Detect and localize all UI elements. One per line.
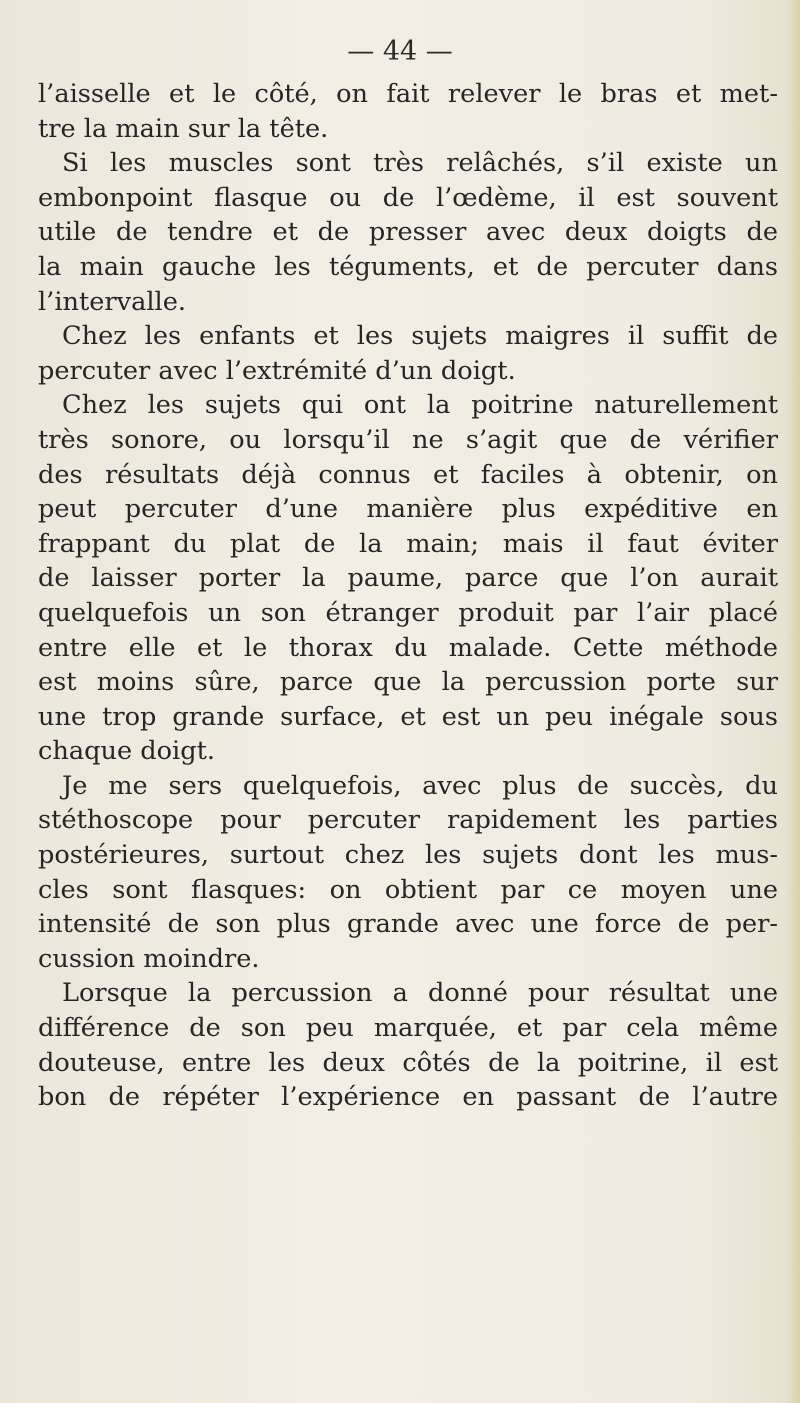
- text-line: Je me sers quelquefois, avec plus de succès, du: [62, 770, 778, 801]
- text-line: l’aisselle et le côté, on fait relever le bras et met-: [38, 79, 778, 109]
- text-line: quelquefois un son étranger produit par l’air placé: [38, 597, 778, 628]
- text-line: douteuse, entre les deux côtés de la poitrine, il est: [38, 1047, 778, 1078]
- text-line: est moins sûre, parce que la percussion porte sur: [38, 667, 778, 698]
- text-line: une trop grande surface, et est un peu inégale sous: [38, 701, 778, 732]
- text-line: cussion moindre.: [38, 943, 260, 974]
- text-line: la main gauche les téguments, et de percuter dans: [38, 251, 778, 282]
- text-line: percuter avec l’extrémité d’un doigt.: [38, 355, 516, 386]
- text-line: chaque doigt.: [38, 736, 216, 767]
- text-line: de laisser porter la paume, parce que l’on aurait: [38, 563, 778, 594]
- text-line: Chez les enfants et les sujets maigres il suffit de: [62, 321, 778, 352]
- text-line: Lorsque la percussion a donné pour résultat une: [62, 978, 778, 1009]
- text-line: bon de répéter l’expérience en passant de l’autre: [38, 1082, 778, 1113]
- text-line: intensité de son plus grande avec une force de per-: [38, 909, 778, 940]
- text-line: postérieures, surtout chez les sujets dont les mus-: [38, 840, 778, 871]
- text-line: utile de tendre et de presser avec deux doigts de: [38, 217, 778, 248]
- text-line: peut percuter d’une manière plus expéditive en: [38, 494, 778, 525]
- body-text: [38, 77, 778, 1115]
- text-line: l’intervalle.: [38, 286, 187, 317]
- text-line: frappant du plat de la main; mais il faut éviter: [38, 528, 778, 559]
- text-line: Si les muscles sont très relâchés, s’il existe un: [62, 148, 778, 179]
- text-line: très sonore, ou lorsqu’il ne s’agit que de vérifier: [38, 424, 778, 455]
- text-line: cles sont flasques: on obtient par ce moyen une: [38, 874, 778, 905]
- page-edge: [786, 0, 800, 1403]
- text-line: tre la main sur la tête.: [38, 113, 329, 144]
- text-line: Chez les sujets qui ont la poitrine naturellement: [62, 390, 778, 421]
- page-number: — 44 —: [347, 36, 453, 67]
- text-line: entre elle et le thorax du malade. Cette méthode: [38, 632, 778, 663]
- text-line: des résultats déjà connus et faciles à obtenir, on: [38, 459, 778, 490]
- text-line: différence de son peu marquée, et par cela même: [38, 1013, 778, 1044]
- text-line: embonpoint flasque ou de l’œdème, il est souvent: [38, 182, 778, 213]
- text-line: stéthoscope pour percuter rapidement les parties: [38, 805, 778, 836]
